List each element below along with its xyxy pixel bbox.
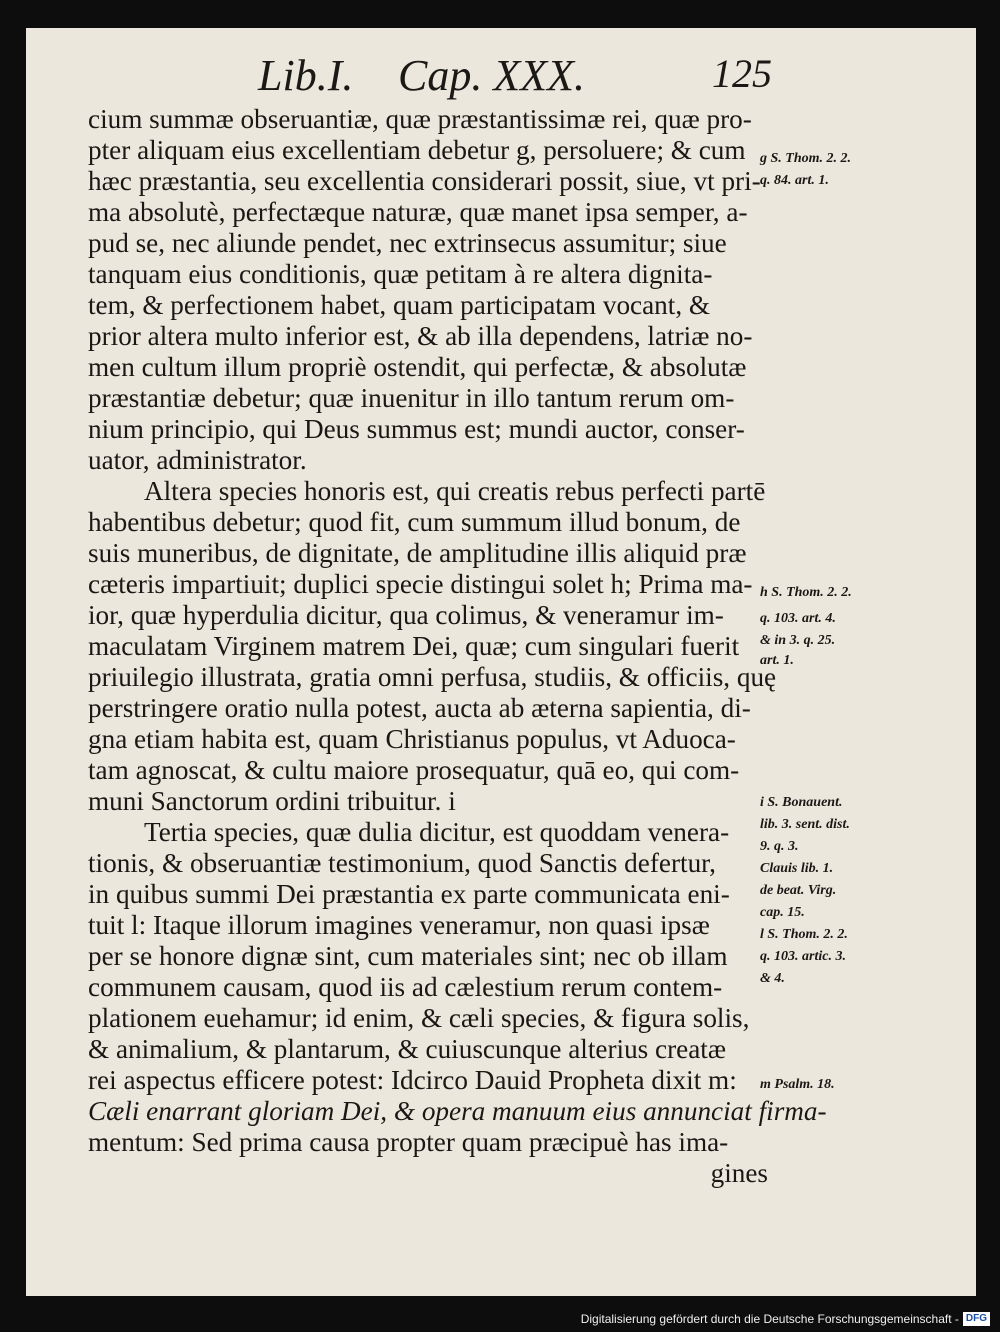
margin-note: & 4. (760, 971, 785, 986)
text-line: & animalium, & plantarum, & cuiuscunque alterius creatæ (88, 1034, 726, 1064)
text-line: cæteris impartiuit; duplici specie distingui solet h; Prima ma- (88, 569, 753, 599)
margin-note: m Psalm. 18. (760, 1077, 835, 1092)
header-book: Lib.I. (258, 51, 354, 100)
text-line: in quibus summi Dei præstantia ex parte communicata eni- (88, 879, 730, 909)
margin-note: g S. Thom. 2. 2. (760, 151, 852, 166)
text-line: pter aliquam eius excellentiam debetur g, persoluere; & cum (88, 135, 746, 165)
margin-note: cap. 15. (760, 905, 805, 920)
text-line: maculatam Virginem matrem Dei, quæ; cum singulari fuerit (88, 631, 740, 661)
text-line: priuilegio illustrata, gratia omni perfusa, studiis, & officiis, quę (88, 662, 777, 692)
text-line: tanquam eius conditionis, quæ petitam à re altera dignita- (88, 259, 713, 289)
margin-note: & in 3. q. 25. (760, 633, 836, 648)
margin-note: q. 103. artic. 3. (760, 949, 846, 964)
margin-note: Clauis lib. 1. (760, 861, 834, 876)
margin-note: q. 103. art. 4. (760, 611, 836, 626)
text-line: Tertia species, quæ dulia dicitur, est quoddam venera- (144, 817, 730, 847)
text-line: per se honore dignæ sint, cum materiales sint; nec ob illam (88, 941, 728, 971)
margin-note: l S. Thom. 2. 2. (760, 927, 848, 942)
text-line: ma absolutè, perfectæque naturæ, quæ manet ipsa semper, a- (88, 197, 748, 227)
text-line: cium summæ obseruantiæ, quæ præstantissimæ rei, quæ pro- (88, 104, 752, 134)
text-line: mentum: Sed prima causa propter quam præcipuè has ima- (88, 1127, 729, 1157)
margin-note: lib. 3. sent. dist. (760, 817, 850, 832)
margin-note: q. 84. art. 1. (760, 173, 829, 188)
page-number: 125 (712, 51, 772, 96)
text-line: rei aspectus efficere potest: Idcirco Dauid Propheta dixit m: (88, 1065, 737, 1095)
margin-notes (760, 28, 960, 1296)
text-line: uator, administrator. (88, 445, 307, 475)
text-line: tuit l: Itaque illorum imagines veneramur, non quasi ipsæ (88, 910, 710, 940)
text-line: pud se, nec aliunde pendet, nec extrinsecus assumitur; siue (88, 228, 727, 258)
text-line: hæc præstantia, seu excellentia considerari possit, siue, vt pri- (88, 166, 761, 196)
text-line: gna etiam habita est, quam Christianus populus, vt Aduoca- (88, 724, 736, 754)
text-line: tem, & perfectionem habet, quam participatam vocant, & (88, 290, 711, 320)
dfg-logo: DFG (963, 1312, 990, 1326)
text-line: tionis, & obseruantiæ testimonium, quod Sanctis defertur, (88, 848, 716, 878)
margin-note: i S. Bonauent. (760, 795, 843, 810)
text-line: præstantiæ debetur; quæ inuenitur in illo tantum rerum om- (88, 383, 735, 413)
catchword: gines (710, 1158, 768, 1188)
text-line: tam agnoscat, & cultu maiore prosequatur, quā eo, qui com- (88, 755, 740, 785)
text-line: habentibus debetur; quod fit, cum summum illud bonum, de (88, 507, 741, 537)
margin-note: de beat. Virg. (760, 883, 837, 898)
text-line: men cultum illum propriè ostendit, qui perfectæ, & absolutæ (88, 352, 747, 382)
text-line-quote: Cæli enarrant gloriam Dei, & opera manuum eius annunciat firma- (88, 1096, 827, 1126)
margin-note: h S. Thom. 2. 2. (760, 585, 852, 600)
margin-note: 9. q. 3. (760, 839, 799, 854)
text-line: Altera species honoris est, qui creatis rebus perfecti partē (144, 476, 766, 506)
text-line: plationem euehamur; id enim, & cæli species, & figura solis, (88, 1003, 750, 1033)
digitization-footer (581, 1310, 990, 1328)
text-line: prior altera multo inferior est, & ab illa dependens, latriæ no- (88, 321, 753, 351)
text-line: muni Sanctorum ordini tribuitur. i (88, 786, 456, 816)
text-line: suis muneribus, de dignitate, de amplitudine illis aliquid præ (88, 538, 747, 568)
text-line: nium principio, qui Deus summus est; mundi auctor, conser- (88, 414, 745, 444)
text-line: perstringere oratio nulla potest, aucta ab æterna sapientia, di- (88, 693, 751, 723)
footer-text: Digitalisierung gefördert durch die Deutsche Forschungsgemeinschaft - (580, 1312, 959, 1326)
header-chapter: Cap. XXX. (398, 51, 585, 100)
book-page (26, 28, 976, 1296)
text-line: communem causam, quod iis ad cælestium rerum contem- (88, 972, 723, 1002)
margin-note: art. 1. (760, 653, 794, 668)
text-line: ior, quæ hyperdulia dicitur, qua colimus, & veneramur im- (88, 600, 724, 630)
